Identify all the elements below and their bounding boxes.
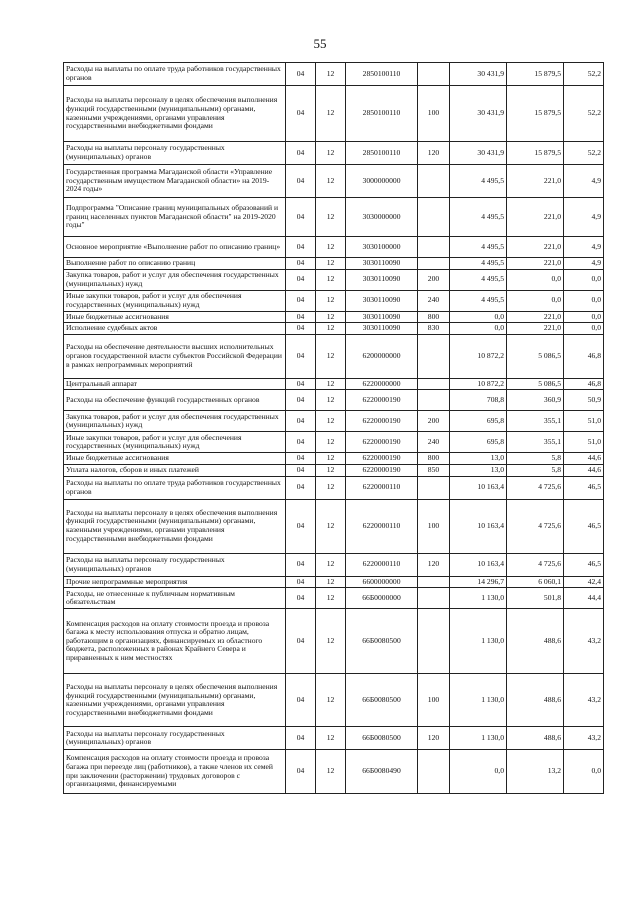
planned-amount: 10 163,4	[450, 553, 507, 576]
executed-amount: 360,9	[507, 390, 564, 411]
target-article-code: 3030110090	[346, 269, 418, 290]
section-code: 04	[286, 323, 316, 335]
planned-amount: 1 130,0	[450, 674, 507, 727]
expense-name: Государственная программа Магаданской области «Управление государственным имуществом Магаданской области» на 2019-2024 годы»	[64, 165, 286, 198]
expense-type-code: 100	[418, 499, 450, 553]
planned-amount: 4 495,5	[450, 237, 507, 258]
table-row	[64, 311, 604, 323]
subsection-code: 12	[316, 411, 346, 432]
section-code: 04	[286, 237, 316, 258]
expense-type-code: 120	[418, 553, 450, 576]
expense-name: Исполнение судебных актов	[64, 323, 286, 335]
section-code: 04	[286, 499, 316, 553]
expense-name: Подпрограмма "Описание границ муниципальных образований и границ населенных пунктов Магаданской области" на 2019-2020 годы"	[64, 198, 286, 237]
expense-type-code: 200	[418, 411, 450, 432]
subsection-code: 12	[316, 476, 346, 499]
subsection-code: 12	[316, 165, 346, 198]
section-code: 04	[286, 576, 316, 588]
expense-name: Расходы на обеспечение деятельности высших исполнительных органов государственной власти субъектов Российской Федерации в рамках непрограммных мероприятий	[64, 334, 286, 378]
subsection-code: 12	[316, 258, 346, 270]
execution-percent: 0,0	[564, 290, 604, 311]
expense-name: Расходы на обеспечение функций государственных органов	[64, 390, 286, 411]
expense-type-code	[418, 390, 450, 411]
subsection-code: 12	[316, 63, 346, 86]
table-row	[64, 588, 604, 609]
expense-name: Иные бюджетные ассигнования	[64, 311, 286, 323]
executed-amount: 488,6	[507, 674, 564, 727]
executed-amount: 5 086,5	[507, 334, 564, 378]
subsection-code: 12	[316, 609, 346, 674]
execution-percent: 52,2	[564, 63, 604, 86]
section-code: 04	[286, 290, 316, 311]
target-article-code: 66Б0080490	[346, 750, 418, 794]
subsection-code: 12	[316, 311, 346, 323]
target-article-code: 66Б0080500	[346, 609, 418, 674]
section-code: 04	[286, 165, 316, 198]
executed-amount: 0,0	[507, 290, 564, 311]
execution-percent: 52,2	[564, 86, 604, 142]
executed-amount: 5,8	[507, 464, 564, 476]
section-code: 04	[286, 378, 316, 390]
subsection-code: 12	[316, 432, 346, 453]
planned-amount: 4 495,5	[450, 165, 507, 198]
planned-amount: 1 130,0	[450, 727, 507, 750]
table-row	[64, 198, 604, 237]
planned-amount: 30 431,9	[450, 142, 507, 165]
expense-name: Расходы на выплаты по оплате труда работников государственных органов	[64, 63, 286, 86]
expense-type-code: 200	[418, 269, 450, 290]
expense-name: Расходы на выплаты по оплате труда работников государственных органов	[64, 476, 286, 499]
executed-amount: 488,6	[507, 609, 564, 674]
subsection-code: 12	[316, 334, 346, 378]
planned-amount: 10 163,4	[450, 476, 507, 499]
executed-amount: 6 060,1	[507, 576, 564, 588]
table-row	[64, 750, 604, 794]
subsection-code: 12	[316, 727, 346, 750]
planned-amount: 13,0	[450, 453, 507, 465]
planned-amount: 4 495,5	[450, 290, 507, 311]
expense-type-code	[418, 576, 450, 588]
expense-name: Компенсация расходов на оплату стоимости проезда и провоза багажа к месту использования отпуска и обратно лицам, работающим в организациях, финансируемых из областного бюджета, расположенных в районах Крайнего Севера и приравненных к ним местностях	[64, 609, 286, 674]
target-article-code: 6220000190	[346, 411, 418, 432]
expense-type-code: 100	[418, 86, 450, 142]
subsection-code: 12	[316, 390, 346, 411]
expense-name: Иные закупки товаров, работ и услуг для обеспечения государственных (муниципальных) нужд	[64, 432, 286, 453]
section-code: 04	[286, 411, 316, 432]
executed-amount: 221,0	[507, 237, 564, 258]
planned-amount: 1 130,0	[450, 588, 507, 609]
executed-amount: 221,0	[507, 311, 564, 323]
target-article-code: 2850100110	[346, 142, 418, 165]
expense-type-code: 100	[418, 674, 450, 727]
planned-amount: 4 495,5	[450, 269, 507, 290]
expense-name: Выполнение работ по описанию границ	[64, 258, 286, 270]
section-code: 04	[286, 674, 316, 727]
executed-amount: 355,1	[507, 432, 564, 453]
target-article-code: 3030100000	[346, 237, 418, 258]
subsection-code: 12	[316, 378, 346, 390]
planned-amount: 10 872,2	[450, 378, 507, 390]
subsection-code: 12	[316, 269, 346, 290]
section-code: 04	[286, 269, 316, 290]
table-row	[64, 609, 604, 674]
expense-type-code	[418, 63, 450, 86]
table-row	[64, 476, 604, 499]
expense-name: Расходы на выплаты персоналу государственных (муниципальных) органов	[64, 142, 286, 165]
table-row	[64, 499, 604, 553]
executed-amount: 221,0	[507, 198, 564, 237]
execution-percent: 43,2	[564, 727, 604, 750]
expense-type-code	[418, 609, 450, 674]
planned-amount: 10 872,2	[450, 334, 507, 378]
table-row	[64, 464, 604, 476]
section-code: 04	[286, 453, 316, 465]
table-row	[64, 432, 604, 453]
target-article-code: 66Б0000000	[346, 588, 418, 609]
expense-type-code	[418, 198, 450, 237]
section-code: 04	[286, 334, 316, 378]
executed-amount: 221,0	[507, 165, 564, 198]
table-row	[64, 63, 604, 86]
execution-percent: 46,5	[564, 476, 604, 499]
expense-type-code: 800	[418, 311, 450, 323]
expense-type-code	[418, 334, 450, 378]
expense-name: Расходы на выплаты персоналу государственных (муниципальных) органов	[64, 727, 286, 750]
table-row	[64, 269, 604, 290]
table-row	[64, 142, 604, 165]
section-code: 04	[286, 390, 316, 411]
planned-amount: 0,0	[450, 323, 507, 335]
expense-type-code	[418, 237, 450, 258]
table-row	[64, 237, 604, 258]
execution-percent: 0,0	[564, 750, 604, 794]
subsection-code: 12	[316, 464, 346, 476]
section-code: 04	[286, 198, 316, 237]
subsection-code: 12	[316, 86, 346, 142]
expense-name: Основное мероприятие «Выполнение работ по описанию границ»	[64, 237, 286, 258]
planned-amount: 30 431,9	[450, 86, 507, 142]
target-article-code: 6220000000	[346, 378, 418, 390]
page-number: 55	[313, 36, 327, 51]
execution-percent: 51,0	[564, 432, 604, 453]
table-row	[64, 411, 604, 432]
executed-amount: 355,1	[507, 411, 564, 432]
target-article-code: 66Б0080500	[346, 727, 418, 750]
expense-type-code	[418, 750, 450, 794]
executed-amount: 13,2	[507, 750, 564, 794]
execution-percent: 0,0	[564, 323, 604, 335]
target-article-code: 6220000190	[346, 464, 418, 476]
executed-amount: 488,6	[507, 727, 564, 750]
execution-percent: 0,0	[564, 269, 604, 290]
section-code: 04	[286, 727, 316, 750]
executed-amount: 501,8	[507, 588, 564, 609]
executed-amount: 15 879,5	[507, 142, 564, 165]
subsection-code: 12	[316, 290, 346, 311]
table-row	[64, 378, 604, 390]
planned-amount: 0,0	[450, 750, 507, 794]
execution-percent: 44,6	[564, 453, 604, 465]
table-row	[64, 674, 604, 727]
target-article-code: 2850100110	[346, 63, 418, 86]
section-code: 04	[286, 63, 316, 86]
execution-percent: 42,4	[564, 576, 604, 588]
expense-name: Иные бюджетные ассигнования	[64, 453, 286, 465]
target-article-code: 6220000110	[346, 476, 418, 499]
expense-type-code: 850	[418, 464, 450, 476]
expense-name: Иные закупки товаров, работ и услуг для обеспечения государственных (муниципальных) нужд	[64, 290, 286, 311]
section-code: 04	[286, 258, 316, 270]
expense-name: Компенсация расходов на оплату стоимости проезда и провоза багажа при переезде лиц (работников), а также членов их семей при заключении (расторжении) трудовых договоров с организациями, финансируемыми	[64, 750, 286, 794]
expense-type-code	[418, 165, 450, 198]
table-row	[64, 576, 604, 588]
target-article-code: 6200000000	[346, 334, 418, 378]
target-article-code: 3030000000	[346, 198, 418, 237]
target-article-code: 6220000110	[346, 553, 418, 576]
target-article-code: 6220000190	[346, 432, 418, 453]
expense-type-code: 240	[418, 290, 450, 311]
expense-name: Центральный аппарат	[64, 378, 286, 390]
table-row	[64, 390, 604, 411]
execution-percent: 46,8	[564, 378, 604, 390]
table-row	[64, 290, 604, 311]
budget-table-body	[64, 63, 604, 794]
table-row	[64, 258, 604, 270]
expense-type-code	[418, 588, 450, 609]
executed-amount: 0,0	[507, 269, 564, 290]
budget-table	[63, 62, 604, 794]
expense-name: Расходы, не отнесенные к публичным нормативным обязательствам	[64, 588, 286, 609]
section-code: 04	[286, 553, 316, 576]
expense-type-code: 120	[418, 727, 450, 750]
section-code: 04	[286, 588, 316, 609]
target-article-code: 6220000190	[346, 390, 418, 411]
executed-amount: 15 879,5	[507, 86, 564, 142]
expense-name: Уплата налогов, сборов и иных платежей	[64, 464, 286, 476]
execution-percent: 44,6	[564, 464, 604, 476]
section-code: 04	[286, 432, 316, 453]
subsection-code: 12	[316, 198, 346, 237]
execution-percent: 50,9	[564, 390, 604, 411]
planned-amount: 695,8	[450, 432, 507, 453]
section-code: 04	[286, 142, 316, 165]
execution-percent: 46,5	[564, 499, 604, 553]
planned-amount: 0,0	[450, 311, 507, 323]
planned-amount: 4 495,5	[450, 258, 507, 270]
expense-name: Расходы на выплаты персоналу в целях обеспечения выполнения функций государственными (муниципальными) органами, казенными учреждениями, органами управления государственными внебюджетными фондами	[64, 674, 286, 727]
planned-amount: 4 495,5	[450, 198, 507, 237]
target-article-code: 6600000000	[346, 576, 418, 588]
table-row	[64, 86, 604, 142]
subsection-code: 12	[316, 237, 346, 258]
expense-name: Прочие непрограммные мероприятия	[64, 576, 286, 588]
section-code: 04	[286, 311, 316, 323]
executed-amount: 221,0	[507, 258, 564, 270]
planned-amount: 695,8	[450, 411, 507, 432]
execution-percent: 4,9	[564, 165, 604, 198]
section-code: 04	[286, 86, 316, 142]
execution-percent: 4,9	[564, 198, 604, 237]
execution-percent: 43,2	[564, 674, 604, 727]
planned-amount: 708,8	[450, 390, 507, 411]
target-article-code: 3030110090	[346, 290, 418, 311]
execution-percent: 0,0	[564, 311, 604, 323]
target-article-code: 3030110090	[346, 311, 418, 323]
execution-percent: 4,9	[564, 258, 604, 270]
expense-name: Расходы на выплаты персоналу в целях обеспечения выполнения функций государственными (муниципальными) органами, казенными учреждениями, органами управления государственными внебюджетными фондами	[64, 86, 286, 142]
execution-percent: 44,4	[564, 588, 604, 609]
execution-percent: 43,2	[564, 609, 604, 674]
table-row	[64, 334, 604, 378]
target-article-code: 66Б0080500	[346, 674, 418, 727]
expense-type-code: 830	[418, 323, 450, 335]
table-row	[64, 323, 604, 335]
section-code: 04	[286, 464, 316, 476]
expense-type-code: 120	[418, 142, 450, 165]
target-article-code: 3030110090	[346, 258, 418, 270]
target-article-code: 3000000000	[346, 165, 418, 198]
table-row	[64, 165, 604, 198]
target-article-code: 6220000110	[346, 499, 418, 553]
expense-type-code	[418, 258, 450, 270]
target-article-code: 2850100110	[346, 86, 418, 142]
execution-percent: 4,9	[564, 237, 604, 258]
executed-amount: 15 879,5	[507, 63, 564, 86]
section-code: 04	[286, 609, 316, 674]
expense-name: Закупка товаров, работ и услуг для обеспечения государственных (муниципальных) нужд	[64, 411, 286, 432]
table-row	[64, 453, 604, 465]
subsection-code: 12	[316, 576, 346, 588]
target-article-code: 6220000190	[346, 453, 418, 465]
execution-percent: 51,0	[564, 411, 604, 432]
planned-amount: 14 296,7	[450, 576, 507, 588]
section-code: 04	[286, 750, 316, 794]
subsection-code: 12	[316, 674, 346, 727]
subsection-code: 12	[316, 453, 346, 465]
planned-amount: 10 163,4	[450, 499, 507, 553]
expense-type-code	[418, 378, 450, 390]
executed-amount: 4 725,6	[507, 476, 564, 499]
subsection-code: 12	[316, 588, 346, 609]
target-article-code: 3030110090	[346, 323, 418, 335]
expense-type-code	[418, 476, 450, 499]
table-row	[64, 727, 604, 750]
section-code: 04	[286, 476, 316, 499]
executed-amount: 4 725,6	[507, 499, 564, 553]
expense-name: Расходы на выплаты персоналу государственных (муниципальных) органов	[64, 553, 286, 576]
planned-amount: 30 431,9	[450, 63, 507, 86]
execution-percent: 52,2	[564, 142, 604, 165]
executed-amount: 5,8	[507, 453, 564, 465]
executed-amount: 5 086,5	[507, 378, 564, 390]
expense-name: Расходы на выплаты персоналу в целях обеспечения выполнения функций государственными (муниципальными) органами, казенными учреждениями, органами управления государственными внебюджетными фондами	[64, 499, 286, 553]
planned-amount: 1 130,0	[450, 609, 507, 674]
subsection-code: 12	[316, 553, 346, 576]
planned-amount: 13,0	[450, 464, 507, 476]
expense-type-code: 800	[418, 453, 450, 465]
executed-amount: 4 725,6	[507, 553, 564, 576]
executed-amount: 221,0	[507, 323, 564, 335]
expense-type-code: 240	[418, 432, 450, 453]
execution-percent: 46,8	[564, 334, 604, 378]
subsection-code: 12	[316, 499, 346, 553]
subsection-code: 12	[316, 142, 346, 165]
subsection-code: 12	[316, 323, 346, 335]
table-row	[64, 553, 604, 576]
execution-percent: 46,5	[564, 553, 604, 576]
subsection-code: 12	[316, 750, 346, 794]
expense-name: Закупка товаров, работ и услуг для обеспечения государственных (муниципальных) нужд	[64, 269, 286, 290]
